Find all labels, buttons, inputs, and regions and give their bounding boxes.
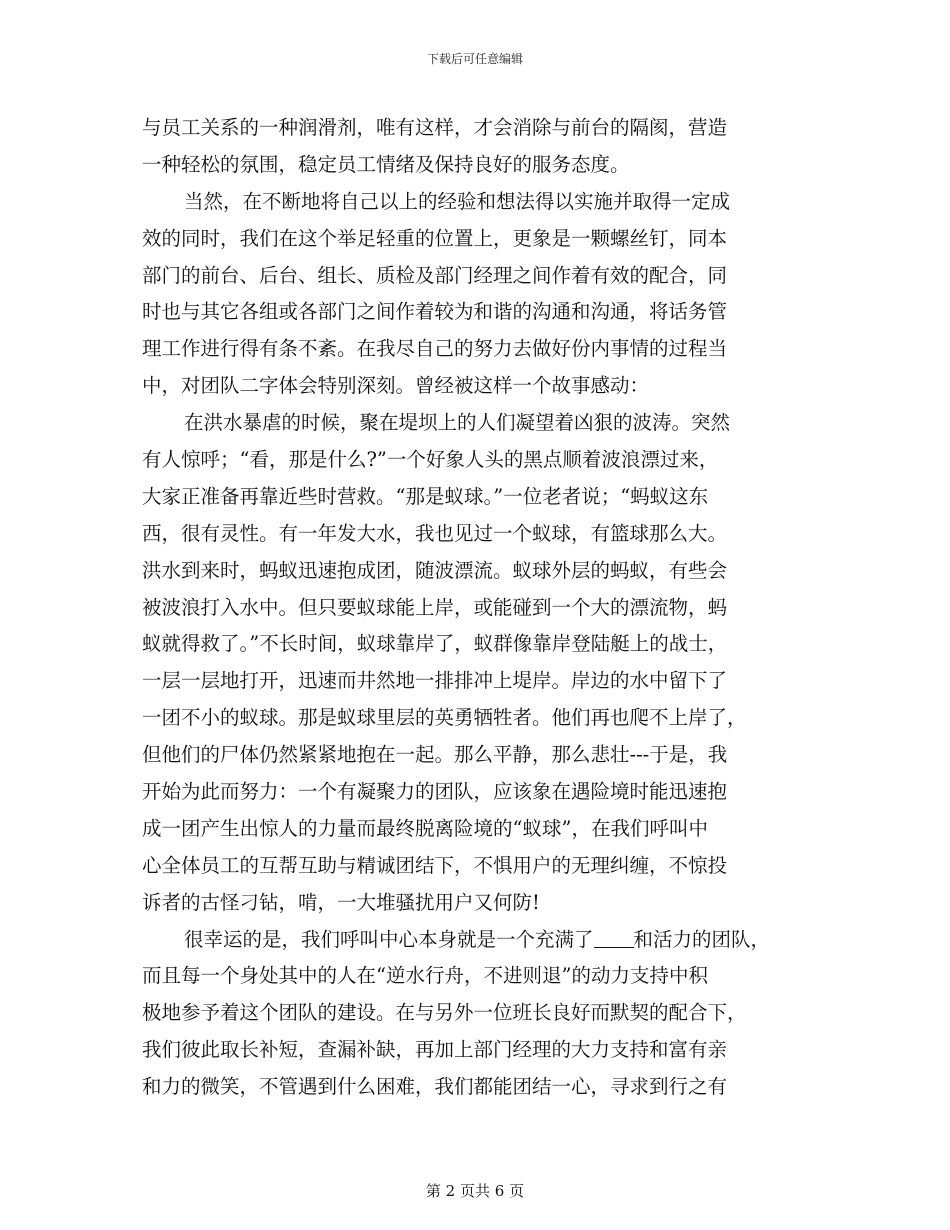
- text-line: 和力的微笑，不管遇到什么困难，我们都能团结一心，寻求到行之有: [142, 1075, 728, 1099]
- text-line: 与员工关系的一种润滑剂，唯有这样，才会消除与前台的隔阂，营造: [142, 116, 728, 139]
- paragraph-start-line: 在洪水暴虐的时候，聚在堤坝上的人们凝望着凶狠的波涛。突然: [184, 411, 731, 435]
- text-line: 大家正准备再靠近些时营救。“那是蚁球。”一位老者说；“蚂蚁这东: [142, 484, 709, 508]
- text-line: 开始为此而努力：一个有凝聚力的团队，应该象在遇险境时能迅速抱: [142, 780, 728, 804]
- document-body: [142, 110, 814, 1106]
- text-line: 时也与其它各组或各部门之间作着较为和谐的沟通和沟通，将话务管: [142, 300, 728, 324]
- text-line: 一层一层地打开，迅速而井然地一排排冲上堤岸。岸边的水中留下了: [142, 669, 728, 693]
- text-line: 成一团产生出惊人的力量而最终脱离险境的“蚁球”，在我们呼叫中: [142, 816, 708, 840]
- text-line: 理工作进行得有条不紊。在我尽自己的努力去做好份内事情的过程当: [142, 337, 728, 361]
- text-line: 蚁就得救了。”不长时间，蚁球靠岸了，蚁群像靠岸登陆艇上的战士，: [142, 632, 728, 656]
- text-line: 一种轻松的氛围，稳定员工情绪及保持良好的服务态度。: [142, 152, 630, 176]
- paragraph-start-line: 当然，在不断地将自己以上的经验和想法得以实施并取得一定成: [184, 189, 731, 213]
- paragraph-start-line: [142, 922, 814, 959]
- text-line: 中，对团队二字体会特别深刻。曾经被这样一个故事感动：: [142, 374, 650, 398]
- text-line: 被波浪打入水中。但只要蚁球能上岸，或能碰到一个大的漂流物，蚂: [142, 595, 728, 619]
- fill-in-blank: [594, 927, 634, 948]
- text-line: 洪水到来时，蚂蚁迅速抱成团，随波漂流。蚁球外层的蚂蚁，有些会: [142, 558, 728, 582]
- text-after-blank: 和活力的团队，: [633, 927, 771, 951]
- text-line: 极地参予着这个团队的建设。在与另外一位班长良好而默契的配合下，: [142, 1001, 747, 1025]
- text-line: 而且每一个身处其中的人在“逆水行舟，不进则退”的动力支持中积: [142, 964, 708, 988]
- text-line: 西，很有灵性。有一年发大水，我也见过一个蚁球，有篮球那么大。: [142, 521, 728, 545]
- page-header: 下载后可任意编辑: [426, 52, 523, 66]
- text-line: 诉者的古怪刁钻，啃，一大堆骚扰用户又何防!: [142, 890, 540, 914]
- page-number-footer: 第 2 页共 6 页: [425, 1182, 525, 1200]
- text-before-blank: 很幸运的是，我们呼叫中心本身就是一个充满了: [184, 927, 594, 951]
- text-line: 效的同时，我们在这个举足轻重的位置上，更象是一颗螺丝钉，同本: [142, 226, 728, 250]
- text-line: 部门的前台、后台、组长、质检及部门经理之间作着有效的配合，同: [142, 263, 728, 287]
- text-line: 有人惊呼；“看，那是什么?”一个好象人头的黑点顺着波浪漂过来，: [142, 448, 719, 472]
- text-line: 心全体员工的互帮互助与精诚团结下，不惧用户的无理纠缠，不惊投: [142, 853, 728, 877]
- text-line: 但他们的尸体仍然紧紧地抱在一起。那么平静，那么悲壮---于是，我: [142, 743, 728, 767]
- text-line: 一团不小的蚁球。那是蚁球里层的英勇牺牲者。他们再也爬不上岸了，: [142, 706, 747, 730]
- text-line: 我们彼此取长补短，查漏补缺，再加上部门经理的大力支持和富有亲: [142, 1038, 728, 1062]
